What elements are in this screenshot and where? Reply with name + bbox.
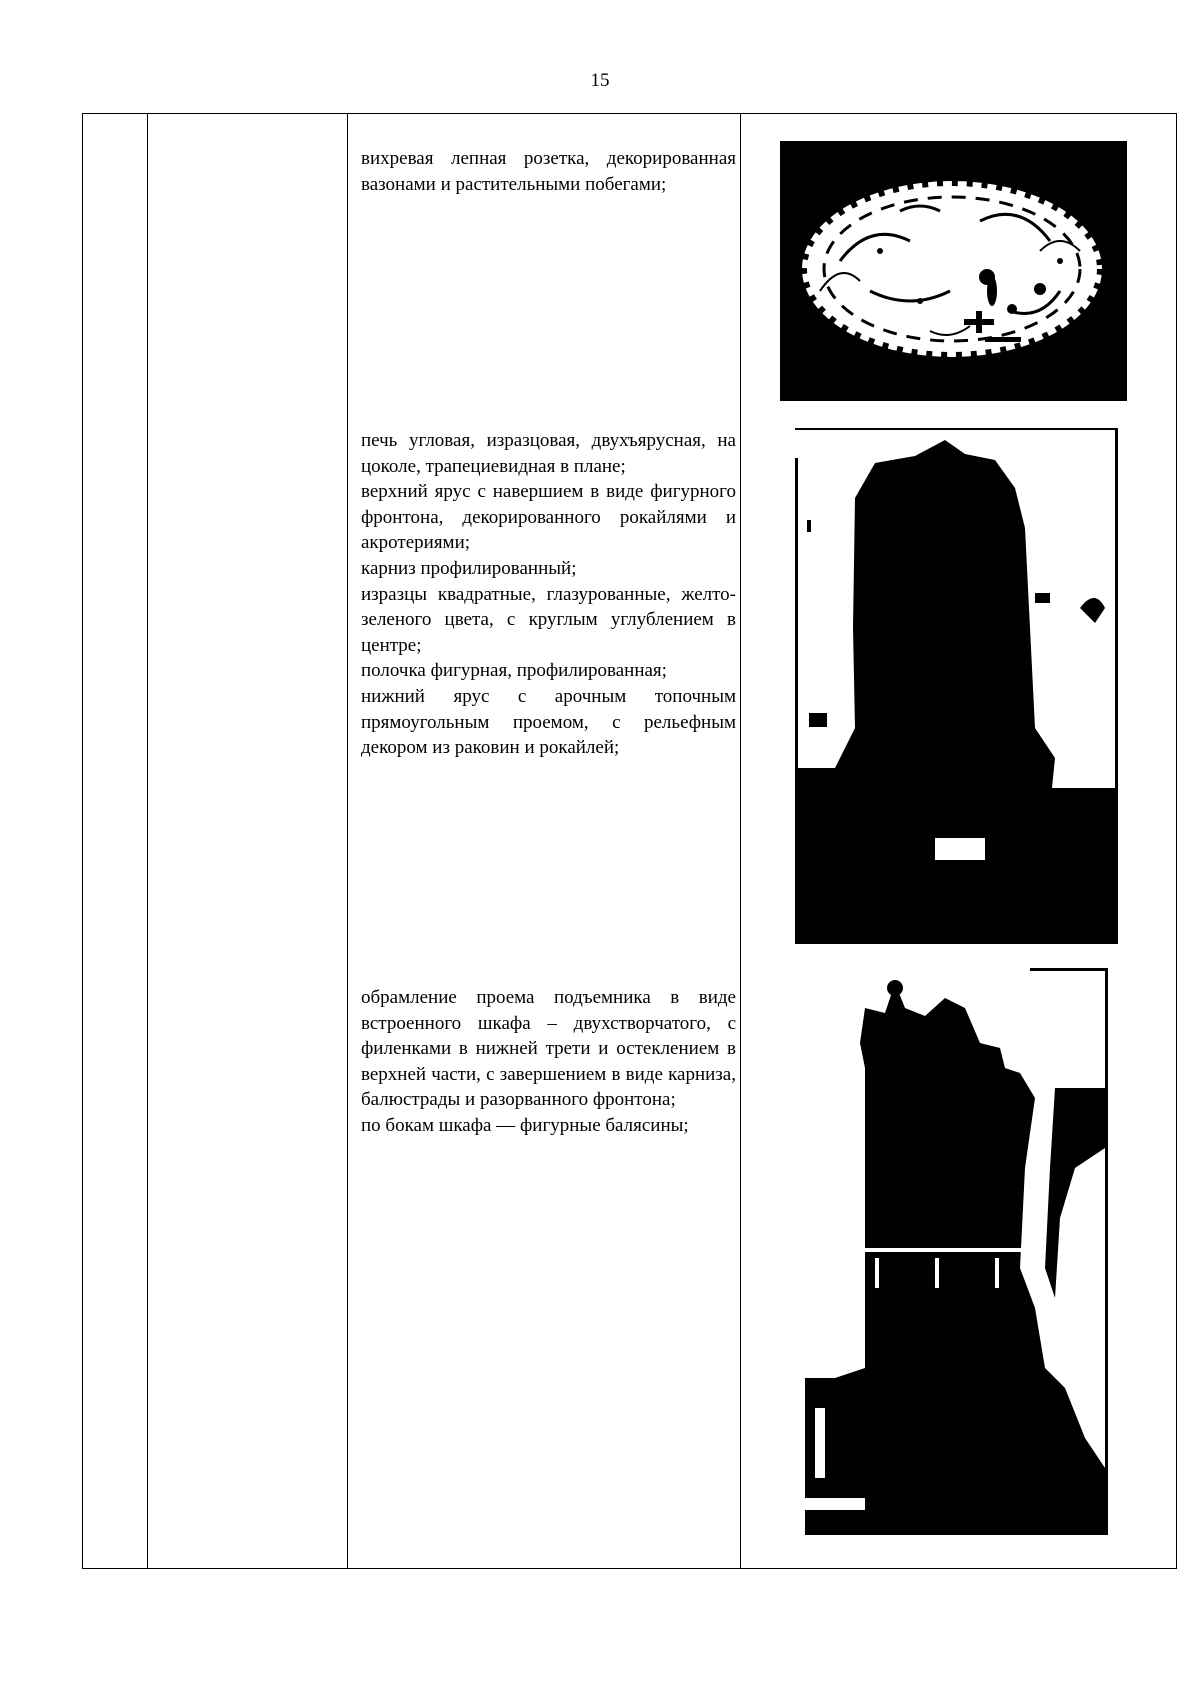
cabinet-photo (805, 968, 1108, 1535)
description-text: изразцы квадратные, глазурованные, желто-зеленого цвета, с круглым углублением в центре; (361, 583, 736, 656)
rosette-photo (780, 141, 1127, 401)
description-text: карниз профилированный; (361, 557, 577, 579)
column-divider (740, 114, 741, 1568)
description-text: верхний ярус с навершием в виде фигурного фронтона, декорированного рокайлями и акротериями; (361, 481, 736, 554)
description-text: обрамление проема подъемника в виде встроенного шкафа – двухстворчатого, с филенками в нижней трети и остеклением в верхней части, с завершением в виде карниза, балюстрады и разорванного фронтона; (361, 987, 736, 1111)
column-divider (147, 114, 148, 1568)
page-number: 15 (590, 70, 610, 91)
description-text: полочка фигурная, профилированная; (361, 660, 667, 682)
description-cell-rosette (361, 146, 736, 197)
description-cell-cabinet (361, 985, 736, 1139)
description-text: нижний ярус с арочным топочным прямоугольным проемом, с рельефным декором из раковин и рокайлей; (361, 685, 736, 759)
stove-photo (795, 428, 1118, 944)
column-divider (347, 114, 348, 1568)
description-text: вихревая лепная розетка, декорированная вазонами и растительными побегами; (361, 148, 736, 195)
description-cell-stove (361, 428, 736, 761)
description-text: по бокам шкафа — фигурные балясины; (361, 1114, 689, 1136)
description-text: печь угловая, изразцовая, двухъярусная, на цоколе, трапециевидная в плане; (361, 430, 736, 477)
